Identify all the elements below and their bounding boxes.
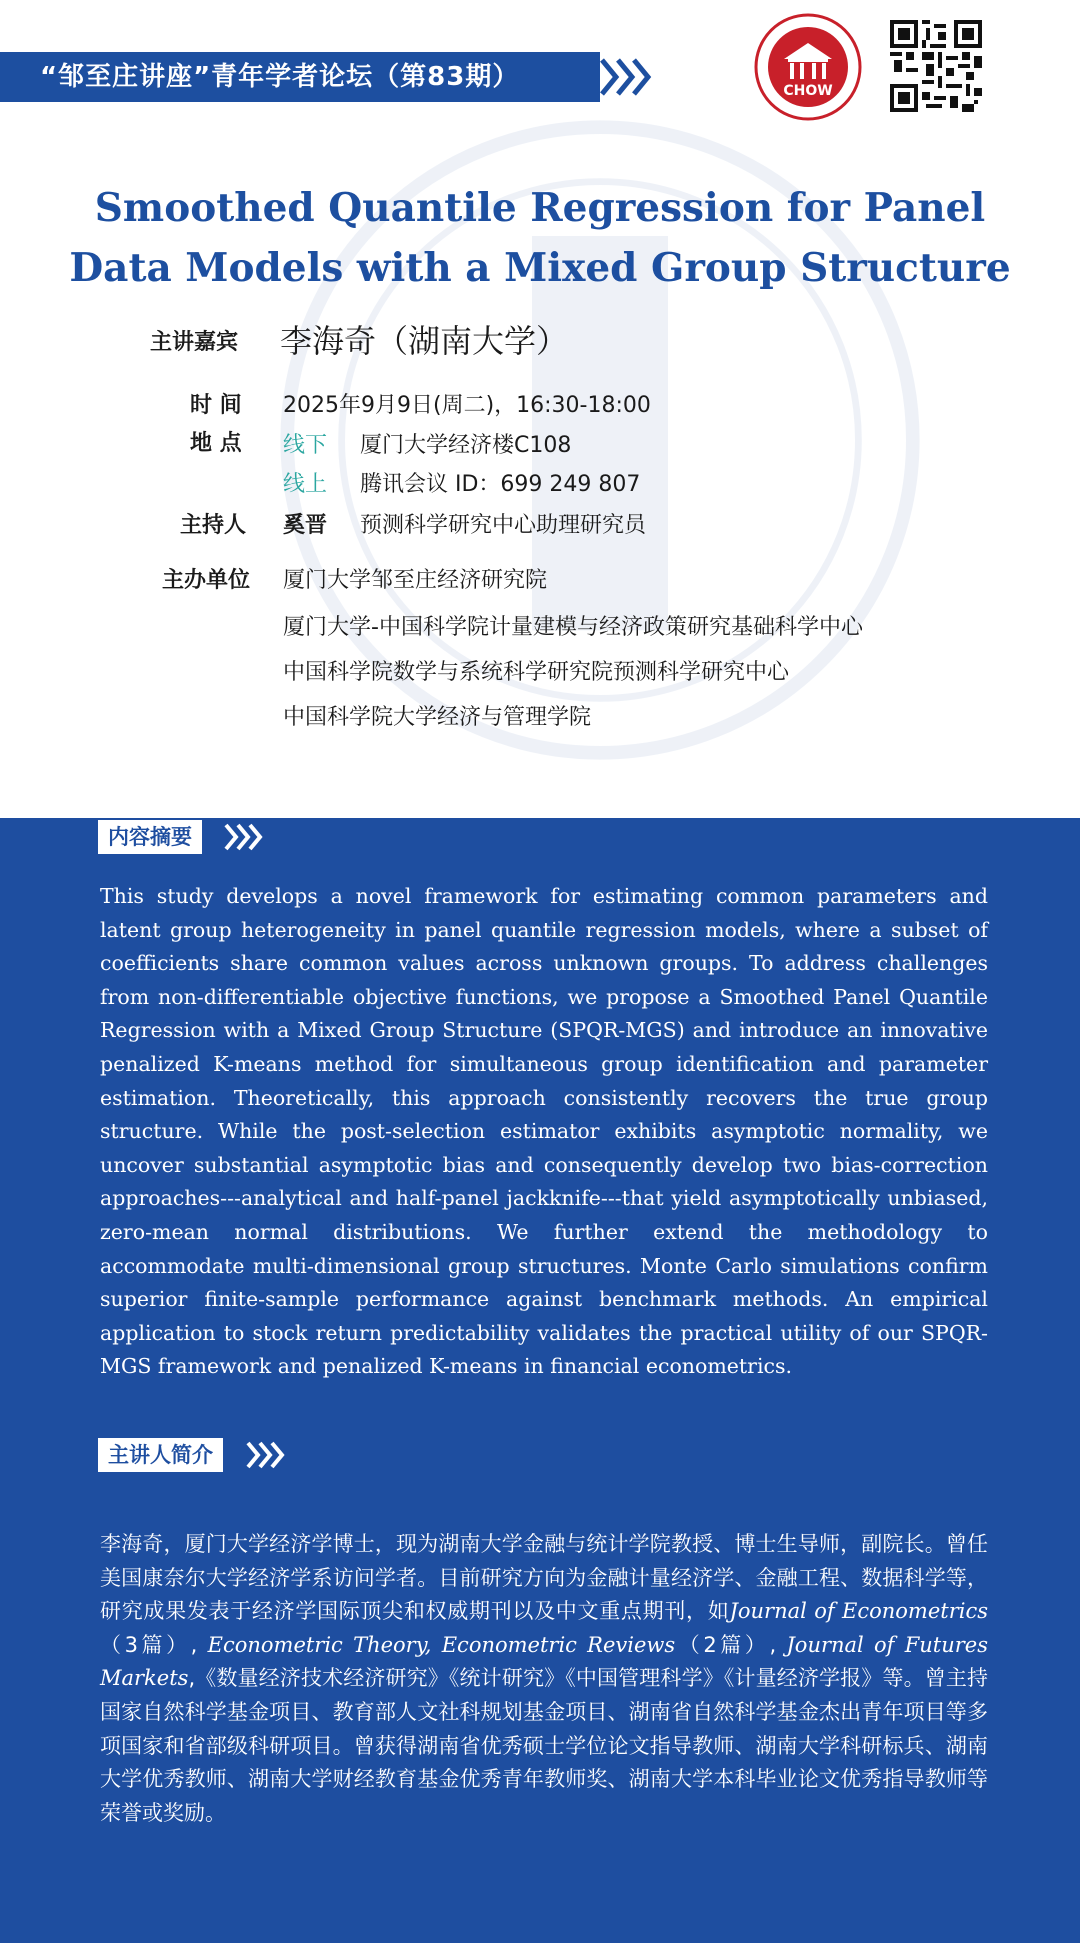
logo-text: CHOW [783,83,833,99]
host-name: 奚晋 [283,513,328,538]
online-place: 腾讯会议 ID：699 249 807 [360,472,641,497]
offline-label: 线下 [283,433,328,458]
talk-title-line2: Data Models with a Mixed Group Structure [69,245,1011,291]
series-title: “邹至庄讲座”青年学者论坛（第83期） [40,62,520,92]
talk-title [60,178,1020,298]
bio-part: 李海奇，厦门大学经济学博士，现为湖南大学金融与统计学院教授、博士生导师，副院长。曾任美国康奈尔大学经济学系访问学者。目前研究方向为金融计量经济学、金融工程、数据科学等，研究成果发表于经济学国际顶尖和权威期刊以及中文重点期刊，如 [100,1532,988,1624]
organizer-item: 厦门大学-中国科学院计量建模与经济政策研究基础科学中心 [283,615,863,640]
organizer-item: 厦门大学邹至庄经济研究院 [283,568,548,593]
chevrons-icon [244,1438,290,1472]
offline-place: 厦门大学经济楼C108 [360,433,572,458]
bio-heading-label: 主讲人简介 [98,1438,223,1472]
time-value: 2025年9月9日(周二)，16:30-18:00 [283,393,651,418]
bio-part: （2篇）, [675,1632,787,1657]
host-label: 主持人 [180,513,247,538]
bio-journal: Econometric Theory, Econometric Reviews [207,1632,676,1657]
place-label: 地 点 [190,431,242,456]
online-label: 线上 [283,472,328,497]
abstract-heading-label: 内容摘要 [98,820,202,854]
time-label: 时 间 [190,393,242,418]
bio-text [100,1528,988,1830]
speaker-label: 主讲嘉宾 [150,330,239,355]
bio-heading [98,1438,298,1472]
bio-journal: Journal of Econometrics [729,1599,988,1624]
bio-part: ,《数量经济技术经济研究》《统计研究》《中国管理科学》《计量经济学报》等。曾主持国家自然科学基金项目、教育部人文社科规划基金项目、湖南省自然科学基金杰出青年项目等多项国家和省部级科研项目。曾获得湖南省优秀硕士学位论文指导教师、湖南大学科研标兵、湖南大学优秀教师、湖南大学财经教育基金优秀青年教师奖、湖南大学本科毕业论文优秀指导教师等荣誉或奖励。 [100,1666,988,1825]
abstract-heading [98,820,268,854]
abstract-text: This study develops a novel framework for estimating common parameters and latent group heterogeneity in panel quantile regression models, where a subset of coefficients share common values across unknown groups. To address challenges from non-differentiable objective functions, we propose a Smoothed Panel Quantile Regression with a Mixed Group Structure (SPQR-MGS) and introduce an innovative penalized K-means method for simultaneous group identification and parameter estimation. Theoretically, this approach consistently recovers the true group structure. While the post-selection estimator exhibits asymptotic normality, we uncover substantial asymptotic bias and consequently develop two bias-correction approaches---analytical and half-panel jackknife---that yield asymptotically unbiased, zero-mean normal distributions. We further extend the methodology to accommodate multi-dimensional group structures. Monte Carlo simulations confirm superior finite-sample performance against benchmark methods. An empirical application to stock return predictability validates the practical utility of our SPQR-MGS framework and penalized K-means in financial econometrics. [100,884,988,1379]
speaker-name: 李海奇（湖南大学） [280,322,569,360]
chevrons-icon [596,52,656,102]
bio-part: （3篇）, [100,1632,208,1657]
organizer-item: 中国科学院数学与系统科学研究院预测科学研究中心 [283,660,790,685]
organizer-label: 主办单位 [162,568,251,593]
qr-code-icon [890,20,982,112]
bio-journal: Journal of Futures Markets [100,1632,989,1691]
host-title: 预测科学研究中心助理研究员 [360,513,647,538]
chevrons-icon [222,820,268,854]
institute-logo-icon [754,13,862,121]
organizer-item: 中国科学院大学经济与管理学院 [283,705,592,730]
talk-title-line1: Smoothed Quantile Regression for Panel [94,185,986,231]
